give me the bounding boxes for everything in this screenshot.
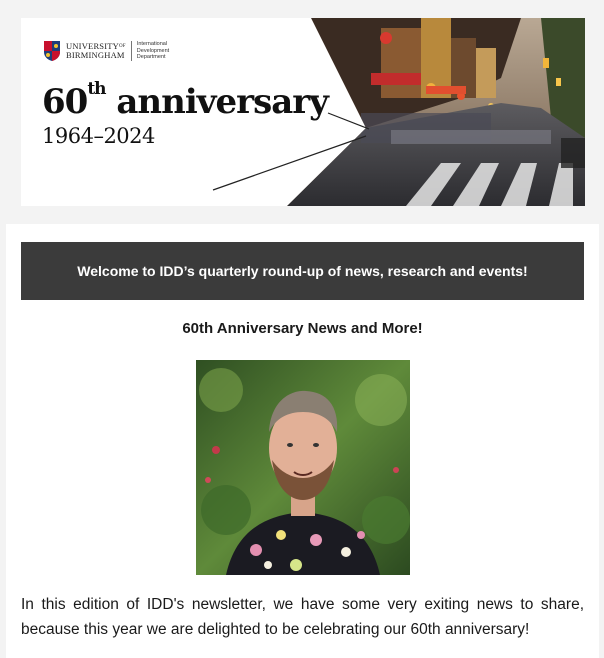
university-logo: [43, 40, 169, 62]
university-city: BIRMINGHAM: [66, 50, 125, 60]
logo-divider: [131, 41, 132, 61]
anniversary-header-banner: [21, 18, 585, 206]
university-crest-icon: [43, 40, 61, 62]
portrait-photo: [196, 360, 410, 575]
department-line: Development: [136, 47, 170, 54]
anniversary-suffix: th: [87, 79, 106, 99]
department-line: International: [136, 41, 168, 48]
department-line: Department: [136, 54, 166, 61]
intro-paragraph: In this edition of IDD's newsletter, we have some very exiting news to share, because this year we are delighted to be celebrating our 60th anniversary!: [21, 596, 584, 638]
anniversary-title: [42, 79, 328, 122]
anniversary-years: 1964–2024: [42, 124, 155, 148]
welcome-text: Welcome to IDD’s quarterly round-up of news, research and events!: [77, 263, 528, 279]
welcome-banner: [21, 242, 584, 300]
newsletter-content: [6, 224, 599, 658]
university-name: [66, 42, 126, 60]
section-heading: 60th Anniversary News and More!: [182, 320, 423, 337]
university-word: UNIVERSITY: [66, 41, 119, 51]
university-of: OF: [119, 44, 126, 49]
anniversary-word: anniversary: [116, 82, 328, 122]
department-name: [137, 41, 169, 60]
anniversary-number: 60: [42, 82, 88, 122]
